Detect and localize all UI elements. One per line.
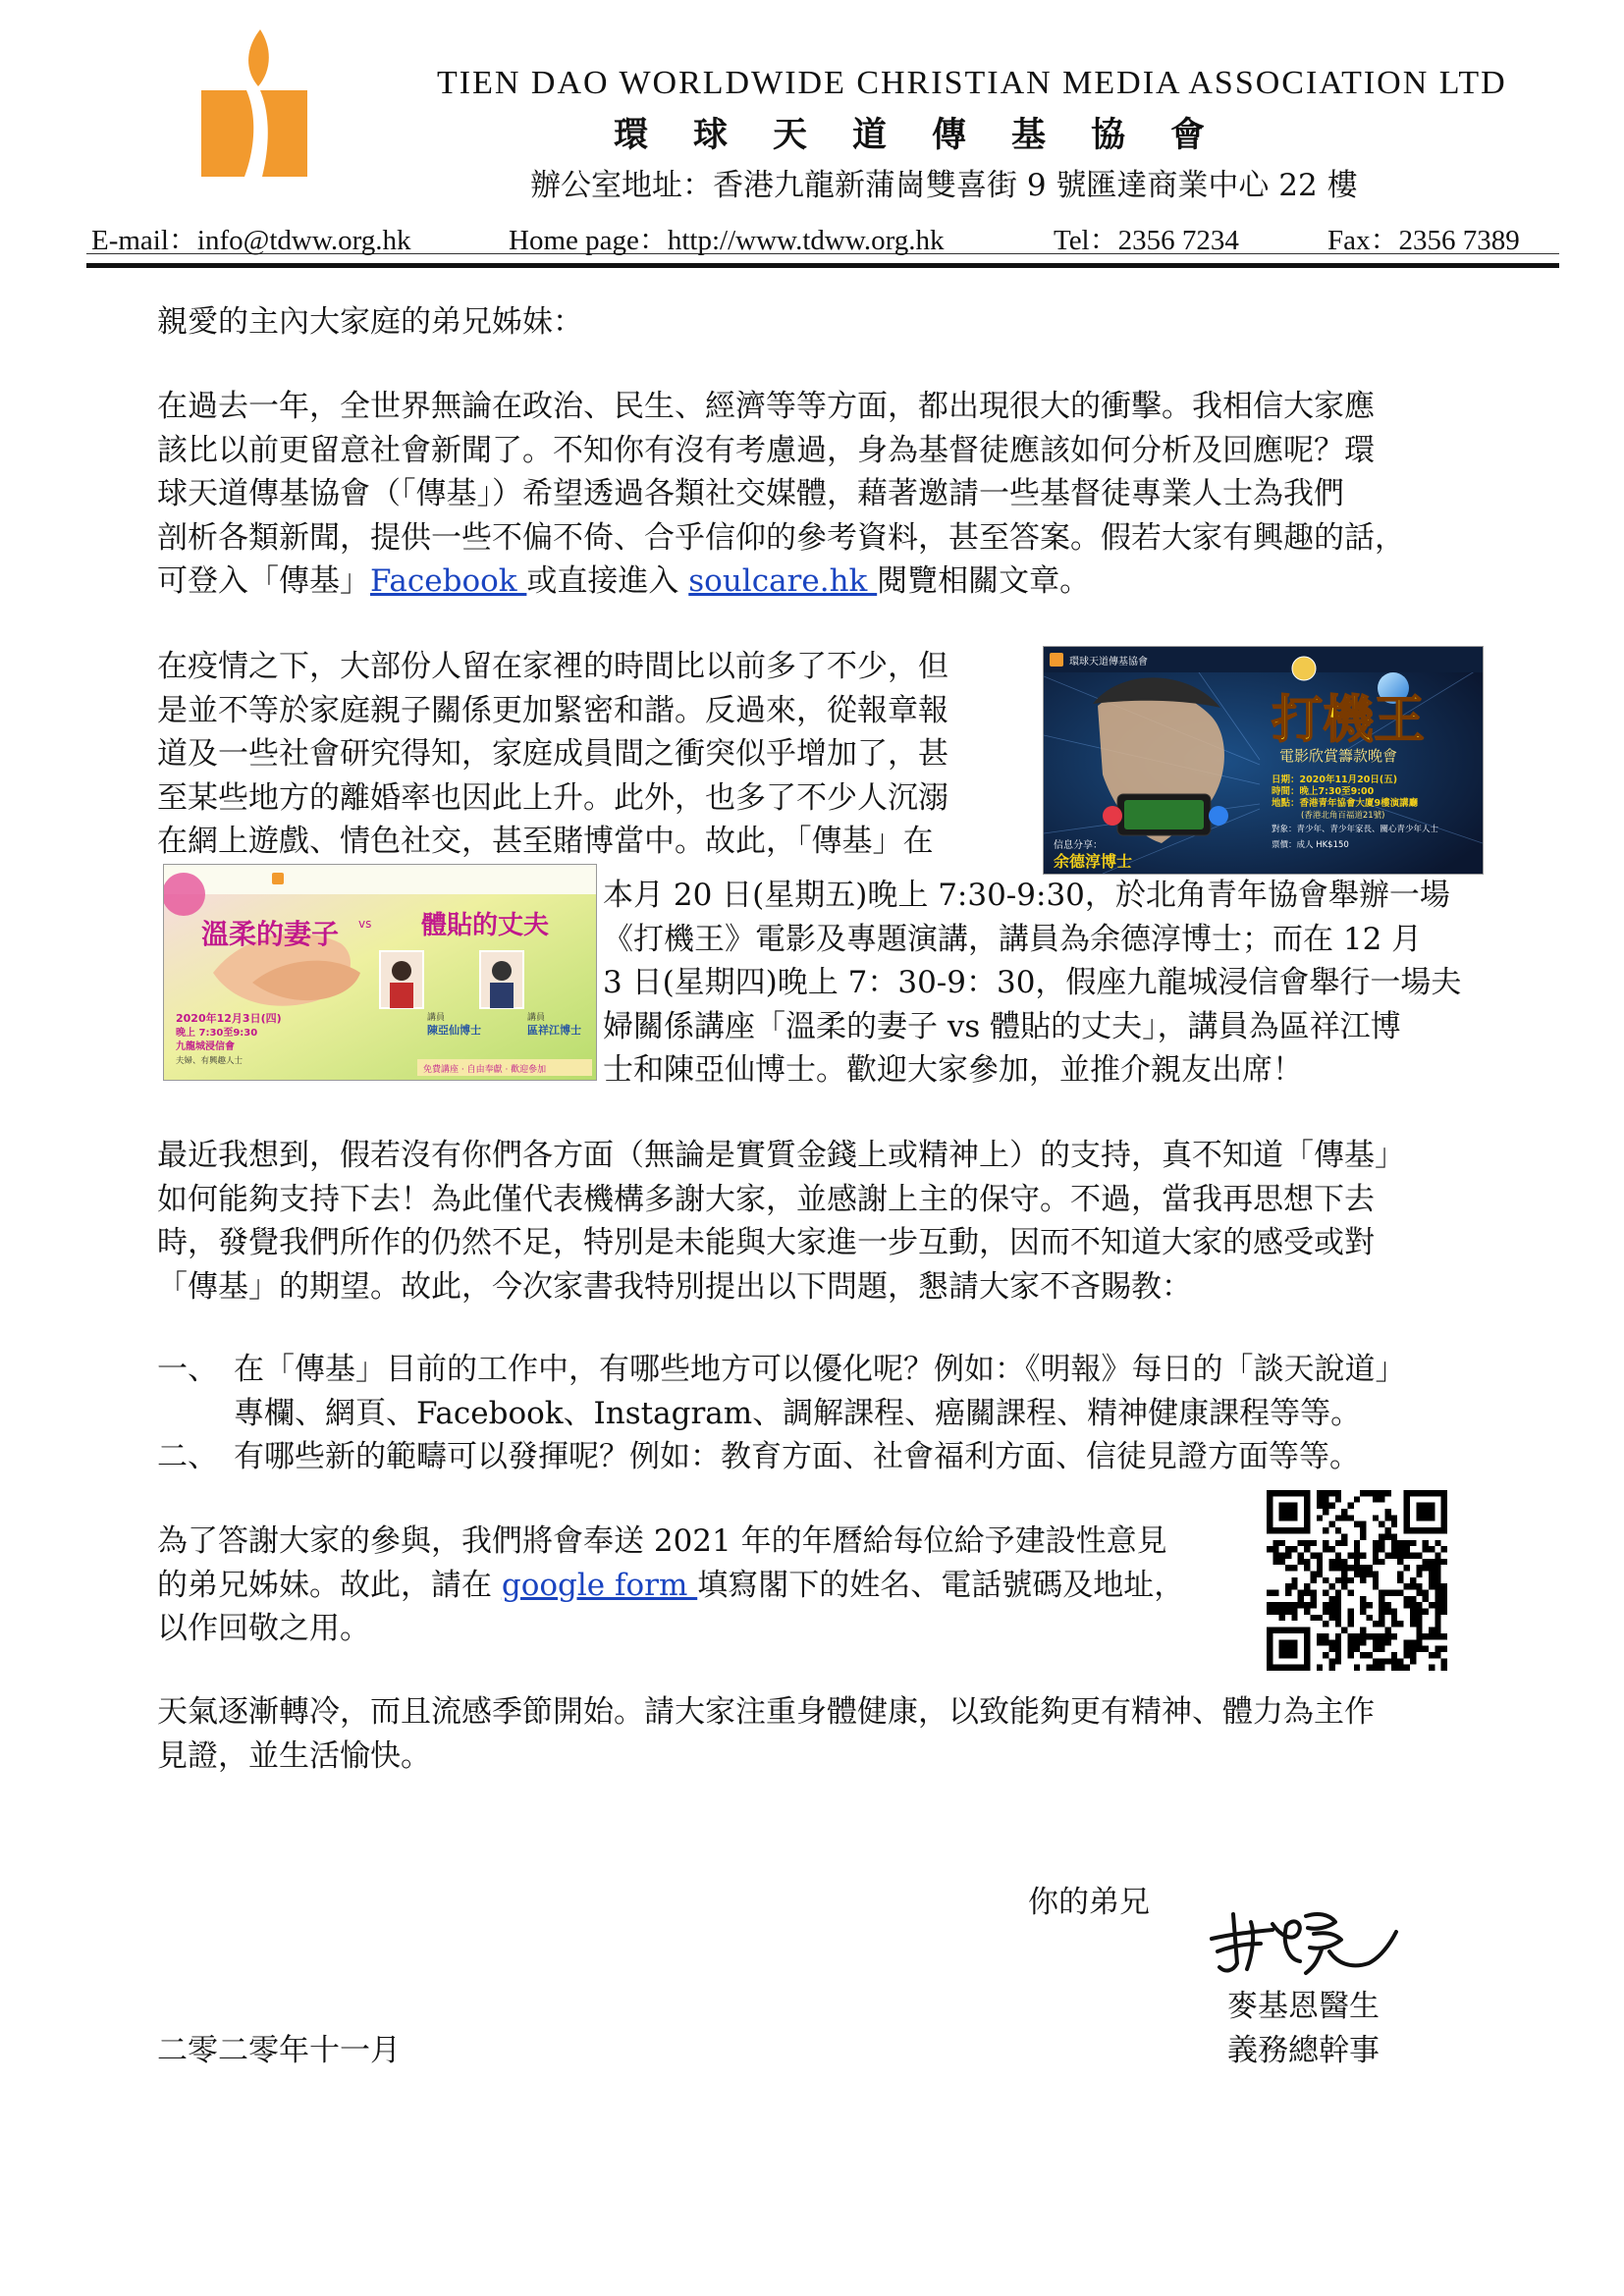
poster2-title-left: 溫柔的妻子 (201, 918, 340, 950)
contact-telephone: Tel：2356 7234 (1054, 225, 1239, 256)
salutation: 親愛的主內大家庭的弟兄姊妹： (157, 304, 583, 340)
facebook-link[interactable]: Facebook (370, 563, 527, 599)
event-poster-game-king (1043, 646, 1484, 875)
poster1-subtitle: 電影欣賞籌款晚會 (1279, 747, 1398, 765)
handwritten-signature (1204, 1895, 1400, 1988)
poster1-venue: 地點：香港青年協會大廈9樓演講廳 (1272, 798, 1419, 809)
office-address: 辦公室地址：香港九龍新蒲崗雙喜街 9 號匯達商業中心 22 樓 (530, 168, 1358, 203)
organization-name-chinese: 環球天道傳基協會 (614, 115, 1251, 155)
header-divider (86, 263, 1559, 268)
poster1-venue-sub: (香港北角百福道21號) (1301, 811, 1385, 821)
poster2-date: 2020年12月3日(四) (176, 1012, 282, 1025)
google-form-link[interactable]: google form (501, 1567, 698, 1603)
list-marker: 二、 (157, 1439, 218, 1474)
poster1-title: 打機王 (1272, 691, 1426, 750)
soulcare-link[interactable]: soulcare.hk (688, 563, 878, 599)
poster2-vs: vs (358, 917, 372, 931)
contact-homepage: Home page：http://www.tdww.org.hk (509, 225, 945, 256)
paragraph-family-events-top: 在疫情之下，大部份人留在家裡的時間比以前多了不少，但 是並不等於家庭親子關係更加緊密和諧。反過來，從報章報 道及一些社會研究得知，家庭成員間之衝突似乎增加了，甚 至某些地方的離婚率也因此上升。此外，也多了不少人沉溺 在網上遊戲、情色社交，甚至賭博當中。故此，「傳基」在 (157, 649, 948, 859)
google-form-qr-code[interactable] (1267, 1490, 1447, 1671)
closing-phrase: 你的弟兄 (1028, 1885, 1150, 1920)
poster2-title-right: 體貼的丈夫 (421, 911, 550, 940)
poster1-target: 對象：青少年、青少年家長、關心青少年人士 (1272, 825, 1439, 834)
poster2-time: 晚上 7:30至9:30 (176, 1028, 258, 1039)
poster1-time: 時間：晚上7:30至9:00 (1272, 786, 1375, 797)
poster1-speaker-label: 信息分享： (1054, 840, 1103, 851)
list-marker: 一、 (157, 1352, 218, 1387)
contact-email: E-mail：info@tdww.org.hk (91, 225, 411, 256)
organization-logo (201, 29, 307, 177)
poster2-speaker2: 區祥江博士 (527, 1024, 581, 1037)
event-poster-marriage-talk (163, 864, 597, 1081)
poster2-speaker1: 陳亞仙博士 (427, 1024, 481, 1037)
paragraph-health-wishes: 天氣逐漸轉冷，而且流感季節開始。請大家注重身體健康，以致能夠更有精神、體力為主作 見證，並生活愉快。 (157, 1694, 1375, 1774)
poster1-speaker: 余德淳博士 (1054, 852, 1133, 871)
poster2-target: 夫婦、有興趣人士 (176, 1056, 244, 1066)
poster2-speaker1-label: 講員 (427, 1013, 446, 1023)
organization-name-english: TIEN DAO WORLDWIDE CHRISTIAN MEDIA ASSOCIATION LTD (437, 65, 1507, 101)
paragraph-family-events-bottom: 本月 20 日(星期五)晚上 7:30-9:30，於北角青年協會舉辦一場 《打機王》電影及專題演講，講員為余德淳博士；而在 12 月 3 日(星期四)晚上 7：30-9：30，假座九龍城浸信會舉行一場夫 婦關係講座「溫柔的妻子 vs 體貼的丈夫」，講員為區祥江博 士和陳亞仙博士。歡迎大家參加，並推介親友出席！ (603, 878, 1462, 1088)
contact-fax: Fax：2356 7389 (1327, 225, 1520, 256)
letter-date: 二零二零年十一月 (157, 2033, 401, 2068)
poster1-org: 環球天道傳基協會 (1069, 657, 1148, 667)
poster2-footer: 免費講座 · 自由奉獻 · 歡迎參加 (423, 1065, 547, 1075)
poster2-speaker2-label: 講員 (527, 1013, 546, 1023)
paragraph-thanks-questions: 最近我想到，假若沒有你們各方面（無論是實質金錢上或精神上）的支持，真不知道「傳基」 如何能夠支持下去！為此僅代表機構多謝大家，並感謝上主的保守。不過，當我再思想下去 時，發覺我們所作的仍然不足，特別是未能與大家進一步互動，因而不知道大家的感受或對 「傳基」的期望。故此，今次家書我特別提出以下問題，懇請大家不吝賜教： (157, 1138, 1405, 1305)
signer-title: 義務總幹事 (1227, 2033, 1380, 2068)
poster2-venue: 九龍城浸信會 (176, 1041, 235, 1052)
poster1-date: 日期：2020年11月20日(五) (1272, 774, 1398, 785)
signer-name: 麥基恩醫生 (1227, 1989, 1380, 2024)
poster1-ticket: 票價：成人 HK$150 (1272, 840, 1349, 850)
paragraph-news-analysis: 在過去一年，全世界無論在政治、民生、經濟等等方面，都出現很大的衝擊。我相信大家應 該比以前更留意社會新聞了。不知你有沒有考慮過，身為基督徒應該如何分析及回應呢？環 球天道傳基協會（「傳基」）希望透過各類社交媒體，藉著邀請一些基督徒專業人士為我們 剖析各類新聞，提供一些不偏不倚、合乎信仰的參考資料，甚至答案。假若大家有興趣的話， 可登入「傳基」Facebook 或直接進入 soulcare.hk 閱覽相關文章。 (157, 389, 1405, 599)
paragraph-calendar-gift: 為了答謝大家的參與，我們將會奉送 2021 年的年曆給每位給予建設性意見 的弟兄姊妹。故此，請在 google form 填寫閣下的姓名、電話號碼及地址， 以作回敬之用。 (157, 1523, 1185, 1646)
